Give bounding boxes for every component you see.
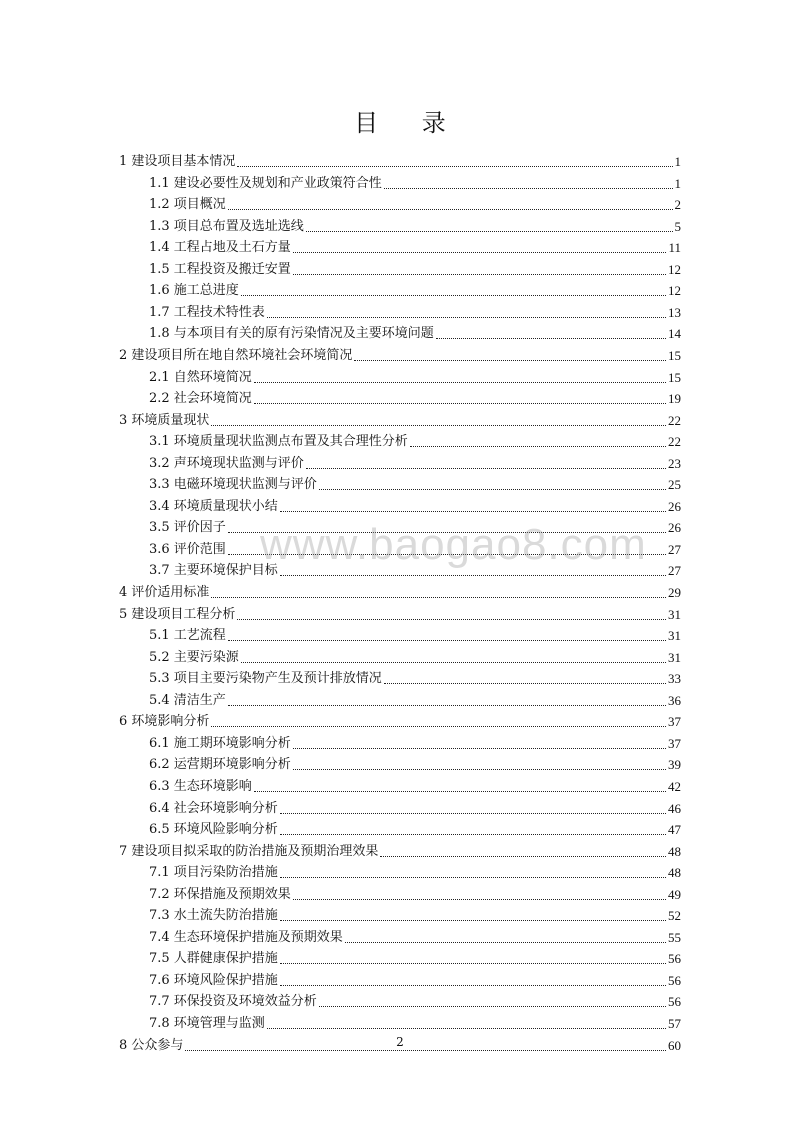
- toc-entry-page: 46: [668, 800, 681, 816]
- toc-dot-leader: [237, 619, 666, 620]
- toc-entry-page: 29: [668, 585, 681, 600]
- toc-entry-label: 3.5 评价因子: [149, 520, 226, 536]
- toc-entry-page: 25: [668, 477, 681, 493]
- toc-entry-page: 15: [668, 347, 681, 363]
- toc-entry-page: 31: [668, 649, 681, 665]
- toc-entry-label: 3.6 评价范围: [149, 541, 226, 557]
- toc-entry-page: 1: [674, 154, 681, 169]
- toc-entry-page: 37: [668, 735, 681, 751]
- toc-entry-page: 47: [668, 822, 681, 838]
- toc-entry-label: 7.6 环境风险保护措施: [149, 972, 278, 988]
- toc-entry-label: 4 评价适用标准: [119, 585, 210, 600]
- toc-entry-label: 7.8 环境管理与监测: [149, 1016, 265, 1031]
- toc-entry-page: 27: [668, 563, 681, 579]
- toc-dot-leader: [267, 317, 666, 318]
- toc-entry-page: 22: [668, 434, 681, 450]
- toc-entry[interactable]: [149, 387, 681, 408]
- toc-entry-label: 6 环境影响分析: [119, 714, 210, 730]
- toc-dot-leader: [319, 489, 666, 490]
- toc-entry[interactable]: [119, 150, 681, 171]
- toc-dot-leader: [211, 425, 666, 426]
- toc-entry-page: 5: [674, 218, 681, 234]
- toc-entry-page: 26: [668, 520, 681, 536]
- toc-entry-page: 49: [668, 886, 681, 902]
- toc-dot-leader: [254, 382, 666, 383]
- toc-entry[interactable]: [149, 258, 681, 279]
- toc-entry[interactable]: [149, 193, 681, 214]
- page-title: 目 录: [354, 109, 464, 137]
- toc-entry-label: 6.1 施工期环境影响分析: [149, 735, 291, 751]
- toc-entry-label: 1.5 工程投资及搬迁安置: [149, 261, 291, 277]
- toc-entry[interactable]: [149, 947, 681, 968]
- toc-entry-page: 48: [668, 865, 681, 881]
- toc-entry-label: 7 建设项目拟采取的防治措施及预期治理效果: [119, 843, 379, 859]
- toc-entry-page: 56: [668, 994, 681, 1010]
- toc-entry[interactable]: [149, 301, 681, 322]
- toc-entry-label: 5.4 清洁生产: [149, 692, 226, 708]
- toc-dot-leader: [384, 188, 673, 189]
- toc-entry[interactable]: [119, 710, 681, 731]
- toc-entry-page: 36: [668, 692, 681, 708]
- toc-entry-label: 7.1 项目污染防治措施: [149, 865, 278, 881]
- toc-entry[interactable]: [149, 366, 681, 387]
- toc-entry-page: 14: [668, 326, 681, 342]
- toc-entry-label: 2.1 自然环境简况: [149, 369, 252, 385]
- toc-entry[interactable]: [149, 624, 681, 645]
- page-number: 2: [396, 1035, 404, 1049]
- toc-entry-label: 1.6 施工总进度: [149, 283, 239, 299]
- toc-entry-label: 6.3 生态环境影响: [149, 778, 252, 794]
- toc-entry-label: 7.5 人群健康保护措施: [149, 951, 278, 967]
- toc-entry[interactable]: [119, 840, 681, 861]
- toc-entry[interactable]: [149, 495, 681, 516]
- watermark: www.baogao8.com: [260, 520, 647, 569]
- toc-dot-leader: [211, 726, 666, 727]
- toc-dot-leader: [280, 877, 666, 878]
- toc-entry-label: 6.2 运营期环境影响分析: [149, 757, 291, 773]
- toc-entry[interactable]: [149, 969, 681, 990]
- toc-entry-page: 15: [668, 369, 681, 385]
- toc-dot-leader: [436, 338, 666, 339]
- toc-entry-page: 1: [674, 175, 681, 191]
- toc-entry-page: 31: [668, 628, 681, 644]
- toc-entry-page: 52: [668, 908, 681, 924]
- toc-entry-label: 1.7 工程技术特性表: [149, 304, 265, 320]
- toc-entry[interactable]: [119, 344, 681, 365]
- toc-entry-label: 6.4 社会环境影响分析: [149, 800, 278, 816]
- toc-entry-label: 7.3 水土流失防治措施: [149, 908, 278, 924]
- toc-entry[interactable]: [149, 215, 681, 236]
- toc-dot-leader: [228, 209, 673, 210]
- toc-dot-leader: [267, 1028, 666, 1029]
- toc-entry[interactable]: [119, 581, 681, 602]
- toc-entry-label: 5.3 项目主要污染物产生及预计排放情况: [149, 671, 382, 687]
- toc-entry-label: 3.1 环境质量现状监测点布置及其合理性分析: [149, 434, 408, 450]
- toc-entry[interactable]: [149, 279, 681, 300]
- toc-entry-page: 56: [668, 972, 681, 988]
- toc-entry-page: 37: [668, 714, 681, 730]
- toc-entry[interactable]: [149, 818, 681, 839]
- toc-entry[interactable]: [149, 322, 681, 343]
- toc-entry-page: 12: [668, 261, 681, 277]
- toc-dot-leader: [293, 748, 666, 749]
- toc-dot-leader: [280, 813, 666, 814]
- toc-dot-leader: [280, 985, 666, 986]
- toc-entry-label: 3.7 主要环境保护目标: [149, 563, 278, 579]
- toc-entry-label: 1.3 项目总布置及选址选线: [149, 218, 304, 234]
- toc-entry-label: 5.1 工艺流程: [149, 628, 226, 644]
- toc-entry-page: 56: [668, 951, 681, 967]
- toc-entry-label: 3.3 电磁环境现状监测与评价: [149, 477, 317, 493]
- toc-entry[interactable]: [149, 926, 681, 947]
- toc-entry[interactable]: [149, 430, 681, 451]
- toc-entry[interactable]: [149, 452, 681, 473]
- toc-entry-label: 5.2 主要污染源: [149, 649, 239, 665]
- toc-entry[interactable]: [149, 732, 681, 753]
- toc-dot-leader: [293, 899, 666, 900]
- toc-dot-leader: [345, 942, 666, 943]
- toc-entry[interactable]: [149, 990, 681, 1011]
- toc-entry-page: 60: [668, 1037, 681, 1053]
- toc-entry-label: 3.4 环境质量现状小结: [149, 498, 278, 514]
- toc-entry[interactable]: [149, 172, 681, 193]
- toc-entry-label: 6.5 环境风险影响分析: [149, 822, 278, 838]
- toc-dot-leader: [293, 274, 666, 275]
- toc-entry[interactable]: [149, 1012, 681, 1033]
- toc-dot-leader: [306, 468, 666, 469]
- toc-entry-page: 12: [668, 283, 681, 299]
- toc-entry-page: 23: [668, 455, 681, 471]
- toc-dot-leader: [241, 295, 666, 296]
- toc-dot-leader: [293, 769, 666, 770]
- toc-entry-page: 39: [668, 757, 681, 773]
- toc-entry[interactable]: [149, 646, 681, 667]
- toc-entry-label: 1.8 与本项目有关的原有污染情况及主要环境问题: [149, 326, 434, 342]
- toc-entry[interactable]: [149, 667, 681, 688]
- toc-entry-label: 5 建设项目工程分析: [119, 606, 236, 622]
- toc-dot-leader: [241, 662, 666, 663]
- toc-entry[interactable]: [149, 883, 681, 904]
- toc-entry-page: 22: [668, 412, 681, 428]
- toc-entry-label: 7.2 环保措施及预期效果: [149, 886, 291, 902]
- toc-entry-label: 2.2 社会环境简况: [149, 391, 252, 407]
- toc-entry-label: 1.4 工程占地及土石方量: [149, 240, 291, 256]
- toc-entry[interactable]: [149, 236, 681, 257]
- toc-dot-leader: [280, 963, 666, 964]
- toc-dot-leader: [380, 856, 666, 857]
- toc-dot-leader: [306, 231, 673, 232]
- toc-dot-leader: [211, 597, 666, 598]
- toc-entry-page: 11: [668, 240, 681, 256]
- toc-entry-page: 19: [668, 391, 681, 407]
- toc-entry-page: 13: [668, 304, 681, 320]
- toc-entry-page: 57: [668, 1016, 681, 1031]
- toc-entry-page: 55: [668, 929, 681, 945]
- toc-entry-label: 1.1 建设必要性及规划和产业政策符合性: [149, 175, 382, 191]
- toc-dot-leader: [237, 166, 672, 167]
- toc-dot-leader: [228, 705, 666, 706]
- toc-dot-leader: [254, 403, 666, 404]
- toc-entry[interactable]: [149, 689, 681, 710]
- toc-entry[interactable]: [149, 861, 681, 882]
- toc-dot-leader: [185, 1050, 666, 1051]
- toc-entry-label: 7.4 生态环境保护措施及预期效果: [149, 929, 343, 945]
- toc-dot-leader: [228, 640, 666, 641]
- toc-dot-leader: [319, 1006, 666, 1007]
- toc-entry-page: 42: [668, 778, 681, 794]
- toc-dot-leader: [410, 446, 666, 447]
- toc-entry[interactable]: [119, 409, 681, 430]
- toc-dot-leader: [254, 791, 666, 792]
- toc-entry-page: 27: [668, 541, 681, 557]
- toc-entry[interactable]: [149, 904, 681, 925]
- toc-entry[interactable]: [119, 603, 681, 624]
- toc-dot-leader: [384, 683, 666, 684]
- toc-entry-label: 3.2 声环境现状监测与评价: [149, 455, 304, 471]
- toc-dot-leader: [280, 920, 666, 921]
- toc-entry-page: 33: [668, 671, 681, 687]
- toc-entry-label: 7.7 环保投资及环境效益分析: [149, 994, 317, 1010]
- toc-entry-page: 31: [668, 606, 681, 622]
- toc-entry-page: 2: [674, 197, 681, 213]
- toc-dot-leader: [354, 360, 666, 361]
- toc-dot-leader: [280, 575, 666, 576]
- toc-entry[interactable]: [149, 753, 681, 774]
- toc-dot-leader: [280, 511, 666, 512]
- toc-entry-label: 1 建设项目基本情况: [119, 154, 236, 169]
- toc-dot-leader: [280, 834, 666, 835]
- toc-entry-label: 2 建设项目所在地自然环境社会环境简况: [119, 347, 353, 363]
- toc-entry[interactable]: [149, 775, 681, 796]
- toc-entry-label: 1.2 项目概况: [149, 197, 226, 213]
- toc-entry-page: 26: [668, 498, 681, 514]
- toc-entry-label: 8 公众参与: [119, 1037, 184, 1053]
- toc-entry[interactable]: [149, 473, 681, 494]
- toc-entry-label: 3 环境质量现状: [119, 412, 210, 428]
- toc-entry[interactable]: [149, 797, 681, 818]
- toc-dot-leader: [293, 252, 667, 253]
- toc-entry-page: 48: [668, 843, 681, 859]
